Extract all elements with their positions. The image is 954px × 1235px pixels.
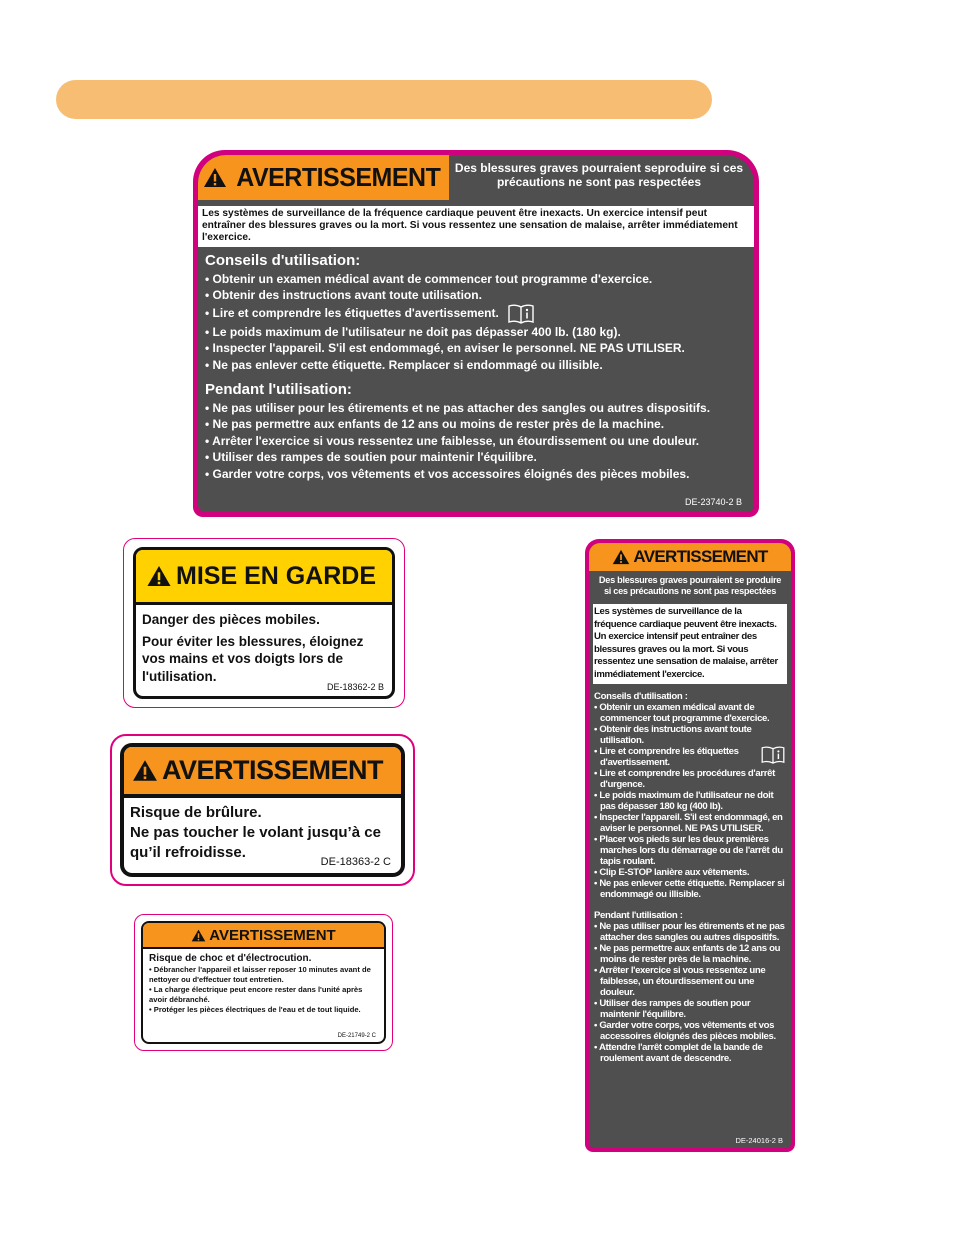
label-code: DE-21749-2 C (337, 1033, 376, 1039)
warning-label-electrocution (134, 914, 393, 1051)
usage-heading: Conseils d'utilisation : (594, 691, 688, 702)
list-item: • Utiliser des rampes de soutien pour maintenir l'équilibre. (594, 998, 751, 1020)
list-item: • Garder votre corps, vos vêtements et vos accessoires éloignés des pièces mobiles. (205, 466, 690, 481)
warning-header (589, 543, 791, 571)
list-item: • Utiliser des rampes de soutien pour maintenir l'équilibre. (205, 450, 537, 465)
label-code: DE-23740-2 B (684, 497, 742, 507)
list-item: • Le poids maximum de l'utilisateur ne doit pas dépasser 400 lb. (180 kg). (205, 324, 621, 339)
caution-header (136, 550, 392, 605)
warning-triangle-icon (132, 759, 158, 782)
list-item: • Arrêter l'exercice si vous ressentez une faiblesse, un étourdissement ou une douleur. (594, 965, 766, 998)
list-item: • Inspecter l'appareil. S'il est endommagé, en aviser le personnel. NE PAS UTILISER. (205, 341, 685, 356)
list-item: • Ne pas enlever cette étiquette. Remplacer si endommagé ou illisible. (594, 878, 785, 900)
label-title: AVERTISSEMENT (209, 926, 336, 944)
warning-triangle-icon (191, 929, 206, 942)
section-header-bar (56, 80, 712, 119)
warning-triangle-icon (146, 565, 172, 587)
list-item: • Débrancher l'appareil et laisser reposer 10 minutes avant de nettoyer ou d'effectuer tout entretien. (149, 965, 371, 984)
list-item: • Attendre l'arrêt complet de la bande de roulement avant de descendre. (594, 1042, 763, 1064)
list-item: • Ne pas permettre aux enfants de 12 ans ou moins de rester près de la machine. (594, 943, 781, 965)
label-title: MISE EN GARDE (176, 561, 377, 590)
warning-triangle-icon (203, 167, 227, 188)
label-title: AVERTISSEMENT (633, 547, 768, 566)
list-item: • Protéger les pièces électriques de l'eau et de tout liquide. (149, 1005, 361, 1014)
list-item: • Garder votre corps, vos vêtements et vos accessoires éloignés des pièces mobiles. (594, 1020, 776, 1042)
heart-rate-notice: Les systèmes de surveillance de la fréquence cardiaque peuvent être inexacts. Un exercice intensif peut entraîner des blessures graves ou la mort. Si vous ressentez une sensation de malaise, arrêter immédiatement l'exercice. (593, 604, 787, 684)
list-item: • Inspecter l'appareil. S'il est endommagé, en aviser le personnel. NE PAS UTILISER. (594, 812, 783, 834)
caution-label-moving-parts (123, 538, 405, 708)
list-item: • Ne pas utiliser pour les étirements et ne pas attacher des sangles ou autres dispositifs. (594, 921, 785, 943)
label-subtitle: Des blessures graves pourraient se produire si ces précautions ne sont pas respectées (598, 575, 782, 596)
list-item: • Ne pas utiliser pour les étirements et ne pas attacher des sangles ou autres dispositifs. (205, 401, 711, 416)
hazard-text: Risque de choc et d'électrocution. (149, 953, 312, 964)
instruction-text: Pour éviter les blessures, éloignez vos mains et vos doigts lors de l'utilisation. (142, 633, 364, 684)
label-subtitle: Des blessures graves pourraient seproduire si ces précautions ne sont pas respectées (454, 161, 744, 189)
label-title: AVERTISSEMENT (162, 755, 384, 785)
list-item: • Placer vos pieds sur les deux premières marches lors du démarrage ou de l'arrêt du tapis roulant. (594, 834, 783, 867)
during-heading: Pendant l'utilisation: (205, 381, 352, 399)
label-code: DE-18362-2 B (326, 682, 384, 692)
list-item: • Ne pas permettre aux enfants de 12 ans ou moins de rester près de la machine. (205, 417, 665, 432)
list-item: • Obtenir des instructions avant toute utilisation. (594, 724, 752, 746)
label-code: DE-18363-2 C (320, 856, 391, 868)
list-item: • Lire et comprendre les étiquettes d'avertissement. (594, 746, 786, 768)
list-item: • Lire et comprendre les étiquettes d'avertissement. (205, 304, 753, 324)
warning-label-main (193, 150, 759, 517)
list-item: • Lire et comprendre les procédures d'arrêt d'urgence. (594, 768, 775, 790)
usage-heading: Conseils d'utilisation: (205, 252, 361, 269)
list-item: • Obtenir un examen médical avant de commencer tout programme d'exercice. (594, 702, 770, 724)
hazard-text: Danger des pièces mobiles. (142, 612, 320, 627)
list-item: • Clip E-STOP lanière aux vêtements. (594, 867, 750, 878)
instruction-text: Ne pas toucher le volant jusqu’à ce qu’il refroidisse. (130, 824, 381, 861)
list-item: • La charge électrique peut encore rester dans l'unité après avoir débranché. (149, 985, 363, 1004)
warning-label-burn (110, 734, 415, 886)
warning-header (124, 747, 401, 798)
warning-label-vertical (585, 539, 795, 1152)
list-item: • Ne pas enlever cette étiquette. Remplacer si endommagé ou illisible. (205, 357, 603, 372)
read-manual-book-icon (507, 304, 535, 324)
read-manual-book-icon (760, 746, 786, 764)
during-heading: Pendant l'utilisation : (594, 910, 683, 921)
heart-rate-notice: Les systèmes de surveillance de la fréquence cardiaque peuvent être inexacts. Un exercice intensif peut entraîner des blessures graves ou la mort. Si vous ressentez une sensation de malaise, arrêter immédiatement l'exercice. (198, 206, 754, 247)
warning-header (143, 923, 384, 949)
label-code: DE-24016-2 B (735, 1136, 783, 1145)
list-item: • Le poids maximum de l'utilisateur ne doit pas dépasser 180 kg (400 lb). (594, 790, 774, 812)
list-item: • Obtenir un examen médical avant de commencer tout programme d'exercice. (205, 272, 653, 286)
list-item: • Arrêter l'exercice si vous ressentez une faiblesse, un étourdissement ou une douleur. (205, 433, 700, 448)
hazard-text: Risque de brûlure. (130, 804, 262, 821)
label-title: AVERTISSEMENT (235, 162, 441, 192)
warning-header (198, 155, 449, 200)
warning-triangle-icon (612, 549, 630, 565)
list-item: • Obtenir des instructions avant toute utilisation. (205, 288, 482, 303)
